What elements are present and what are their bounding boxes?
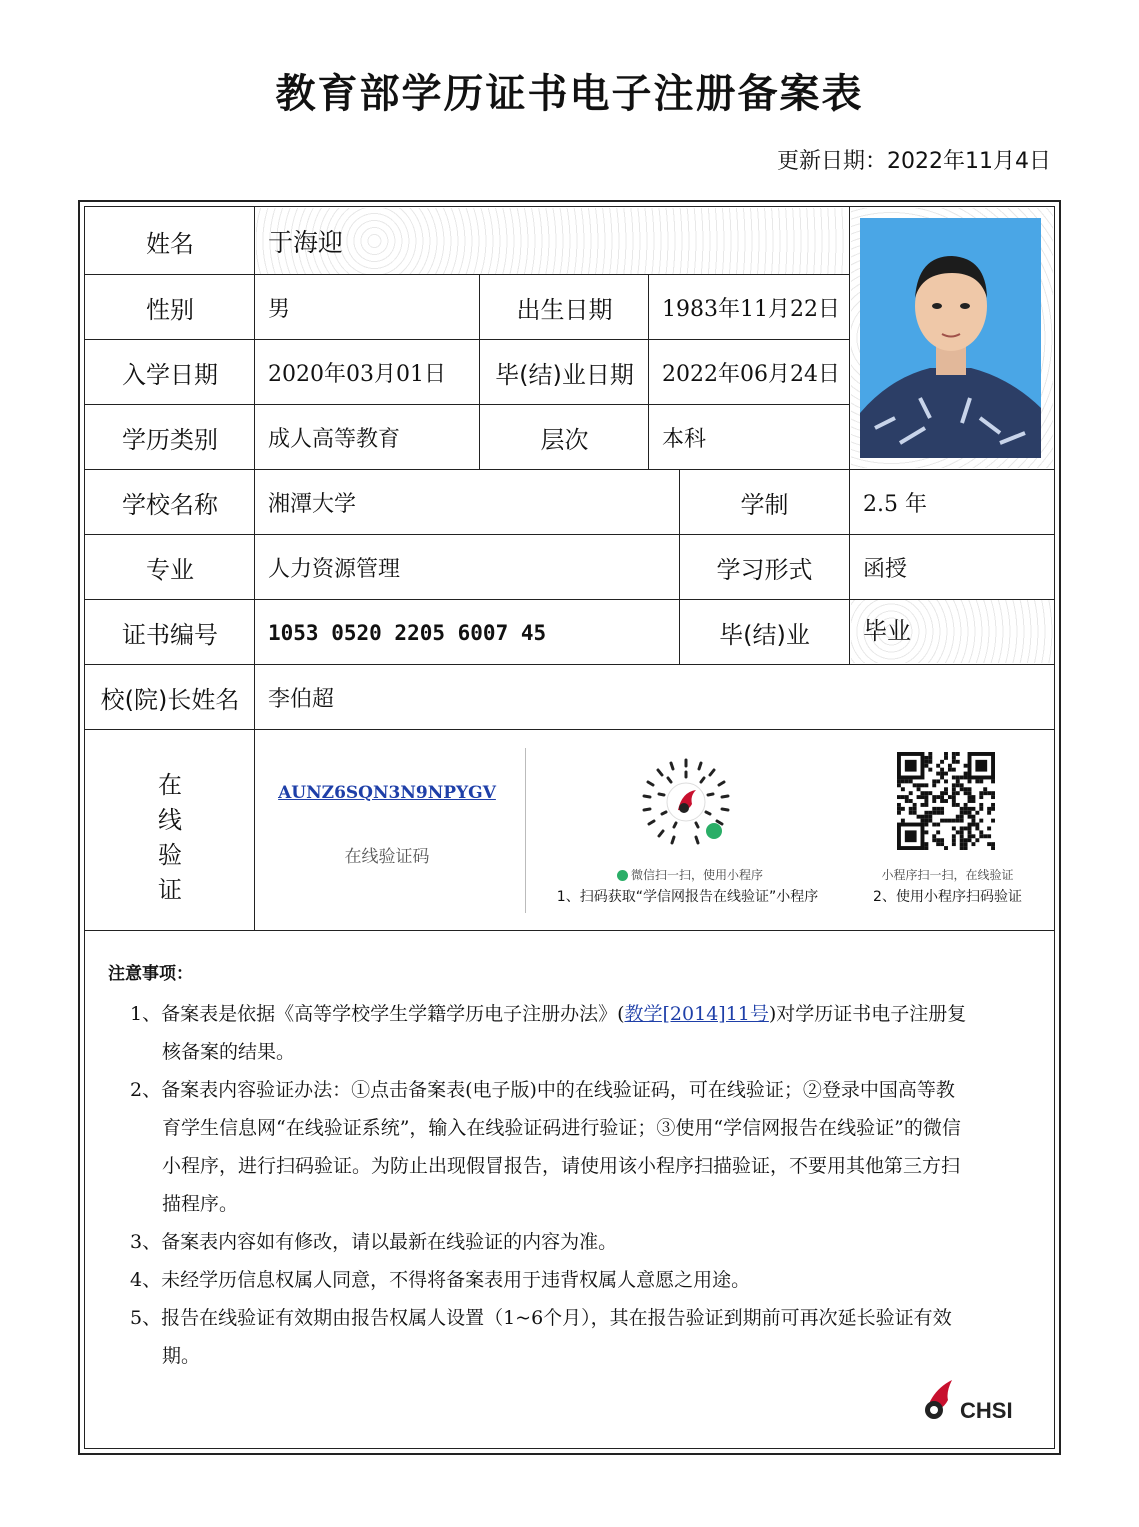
enroll-label: 入学日期	[122, 361, 218, 389]
gender-label: 性别	[146, 296, 194, 324]
regulation-link[interactable]: 教学[2014]11号	[624, 1003, 769, 1025]
level-value: 本科	[662, 427, 707, 452]
study-form-value: 函授	[863, 557, 908, 582]
school-value: 湘潭大学	[268, 492, 357, 517]
student-photo	[860, 218, 1041, 458]
study-form-label: 学习形式	[716, 556, 813, 584]
notes-section	[108, 955, 968, 1375]
president-value: 李伯超	[268, 687, 335, 712]
grad-status-label: 毕(结)业	[719, 621, 810, 649]
edu-type-value: 成人高等教育	[268, 427, 401, 452]
note-item-4: 4、未经学历信息权属人同意，不得将备案表用于违背权属人意愿之用途。	[130, 1269, 751, 1291]
mini-program-code-icon[interactable]	[638, 754, 734, 850]
graduate-label: 毕(结)业日期	[495, 361, 634, 389]
cert-no-value: 1053 0520 2205 6007 45	[268, 620, 547, 645]
verify-divider	[525, 748, 526, 913]
chsi-logo-text: CHSI	[960, 1398, 1013, 1423]
note-item-1: 1、备案表是依据《高等学校学生学籍学历电子注册办法》(教学[2014]11号)对学历证书电子注册复核备案的结果。	[130, 1003, 967, 1063]
gender-value: 男	[268, 297, 291, 322]
grad-status-value: 毕业	[863, 617, 911, 645]
duration-value: 2.5 年	[863, 492, 927, 517]
verify-code-caption: 在线验证码	[344, 847, 430, 867]
edu-type-label: 学历类别	[122, 426, 218, 454]
page-title: 教育部学历证书电子注册备案表	[275, 71, 864, 117]
chsi-logo	[920, 1376, 1020, 1430]
name-label: 姓名	[146, 229, 194, 258]
president-label: 校(院)长姓名	[100, 686, 240, 714]
note-item-3: 3、备案表内容如有修改，请以最新在线验证的内容为准。	[130, 1231, 618, 1253]
major-value: 人力资源管理	[268, 557, 401, 582]
note-item-2: 2、备案表内容验证办法：①点击备案表(电子版)中的在线验证码，可在线验证；②登录中国高等教育学生信息网“在线验证系统”，输入在线验证码进行验证；③使用“学信网报告在线验证”的微信小程序，进行扫码验证。为防止出现假冒报告，请使用该小程序扫描验证，不要用其他第三方扫描程序。	[130, 1079, 961, 1215]
scan-hint: 微信扫一扫，使用小程序	[560, 866, 820, 883]
wechat-icon	[617, 870, 628, 881]
name-value: 于海迎	[268, 228, 344, 257]
level-label: 层次	[540, 426, 589, 454]
mini-scan-hint: 小程序扫一扫，在线验证	[881, 868, 1014, 882]
duration-label: 学制	[740, 491, 789, 519]
verify-step-2: 2、使用小程序扫码验证	[873, 889, 1022, 905]
note-item-5: 5、报告在线验证有效期由报告权属人设置（1~6个月），其在报告验证到期前可再次延长验证有效期。	[130, 1307, 952, 1367]
verify-step-1: 1、扫码获取“学信网报告在线验证”小程序	[556, 889, 819, 905]
birth-label: 出生日期	[516, 296, 613, 324]
enroll-value: 2020年03月01日	[268, 362, 446, 387]
birth-value: 1983年11月22日	[662, 297, 840, 322]
online-verify-label: 在 线 验 证	[158, 771, 182, 904]
verify-code-link[interactable]: AUNZ6SQN3N9NPYGV	[278, 783, 496, 803]
cert-no-label: 证书编号	[122, 621, 218, 649]
graduate-value: 2022年06月24日	[662, 362, 840, 387]
major-label: 专业	[146, 556, 194, 584]
update-date: 更新日期：2022年11月4日	[777, 149, 1051, 174]
qr-code-icon[interactable]	[897, 752, 995, 850]
notes-heading: 注意事项：	[108, 964, 193, 984]
school-label: 学校名称	[122, 491, 218, 519]
